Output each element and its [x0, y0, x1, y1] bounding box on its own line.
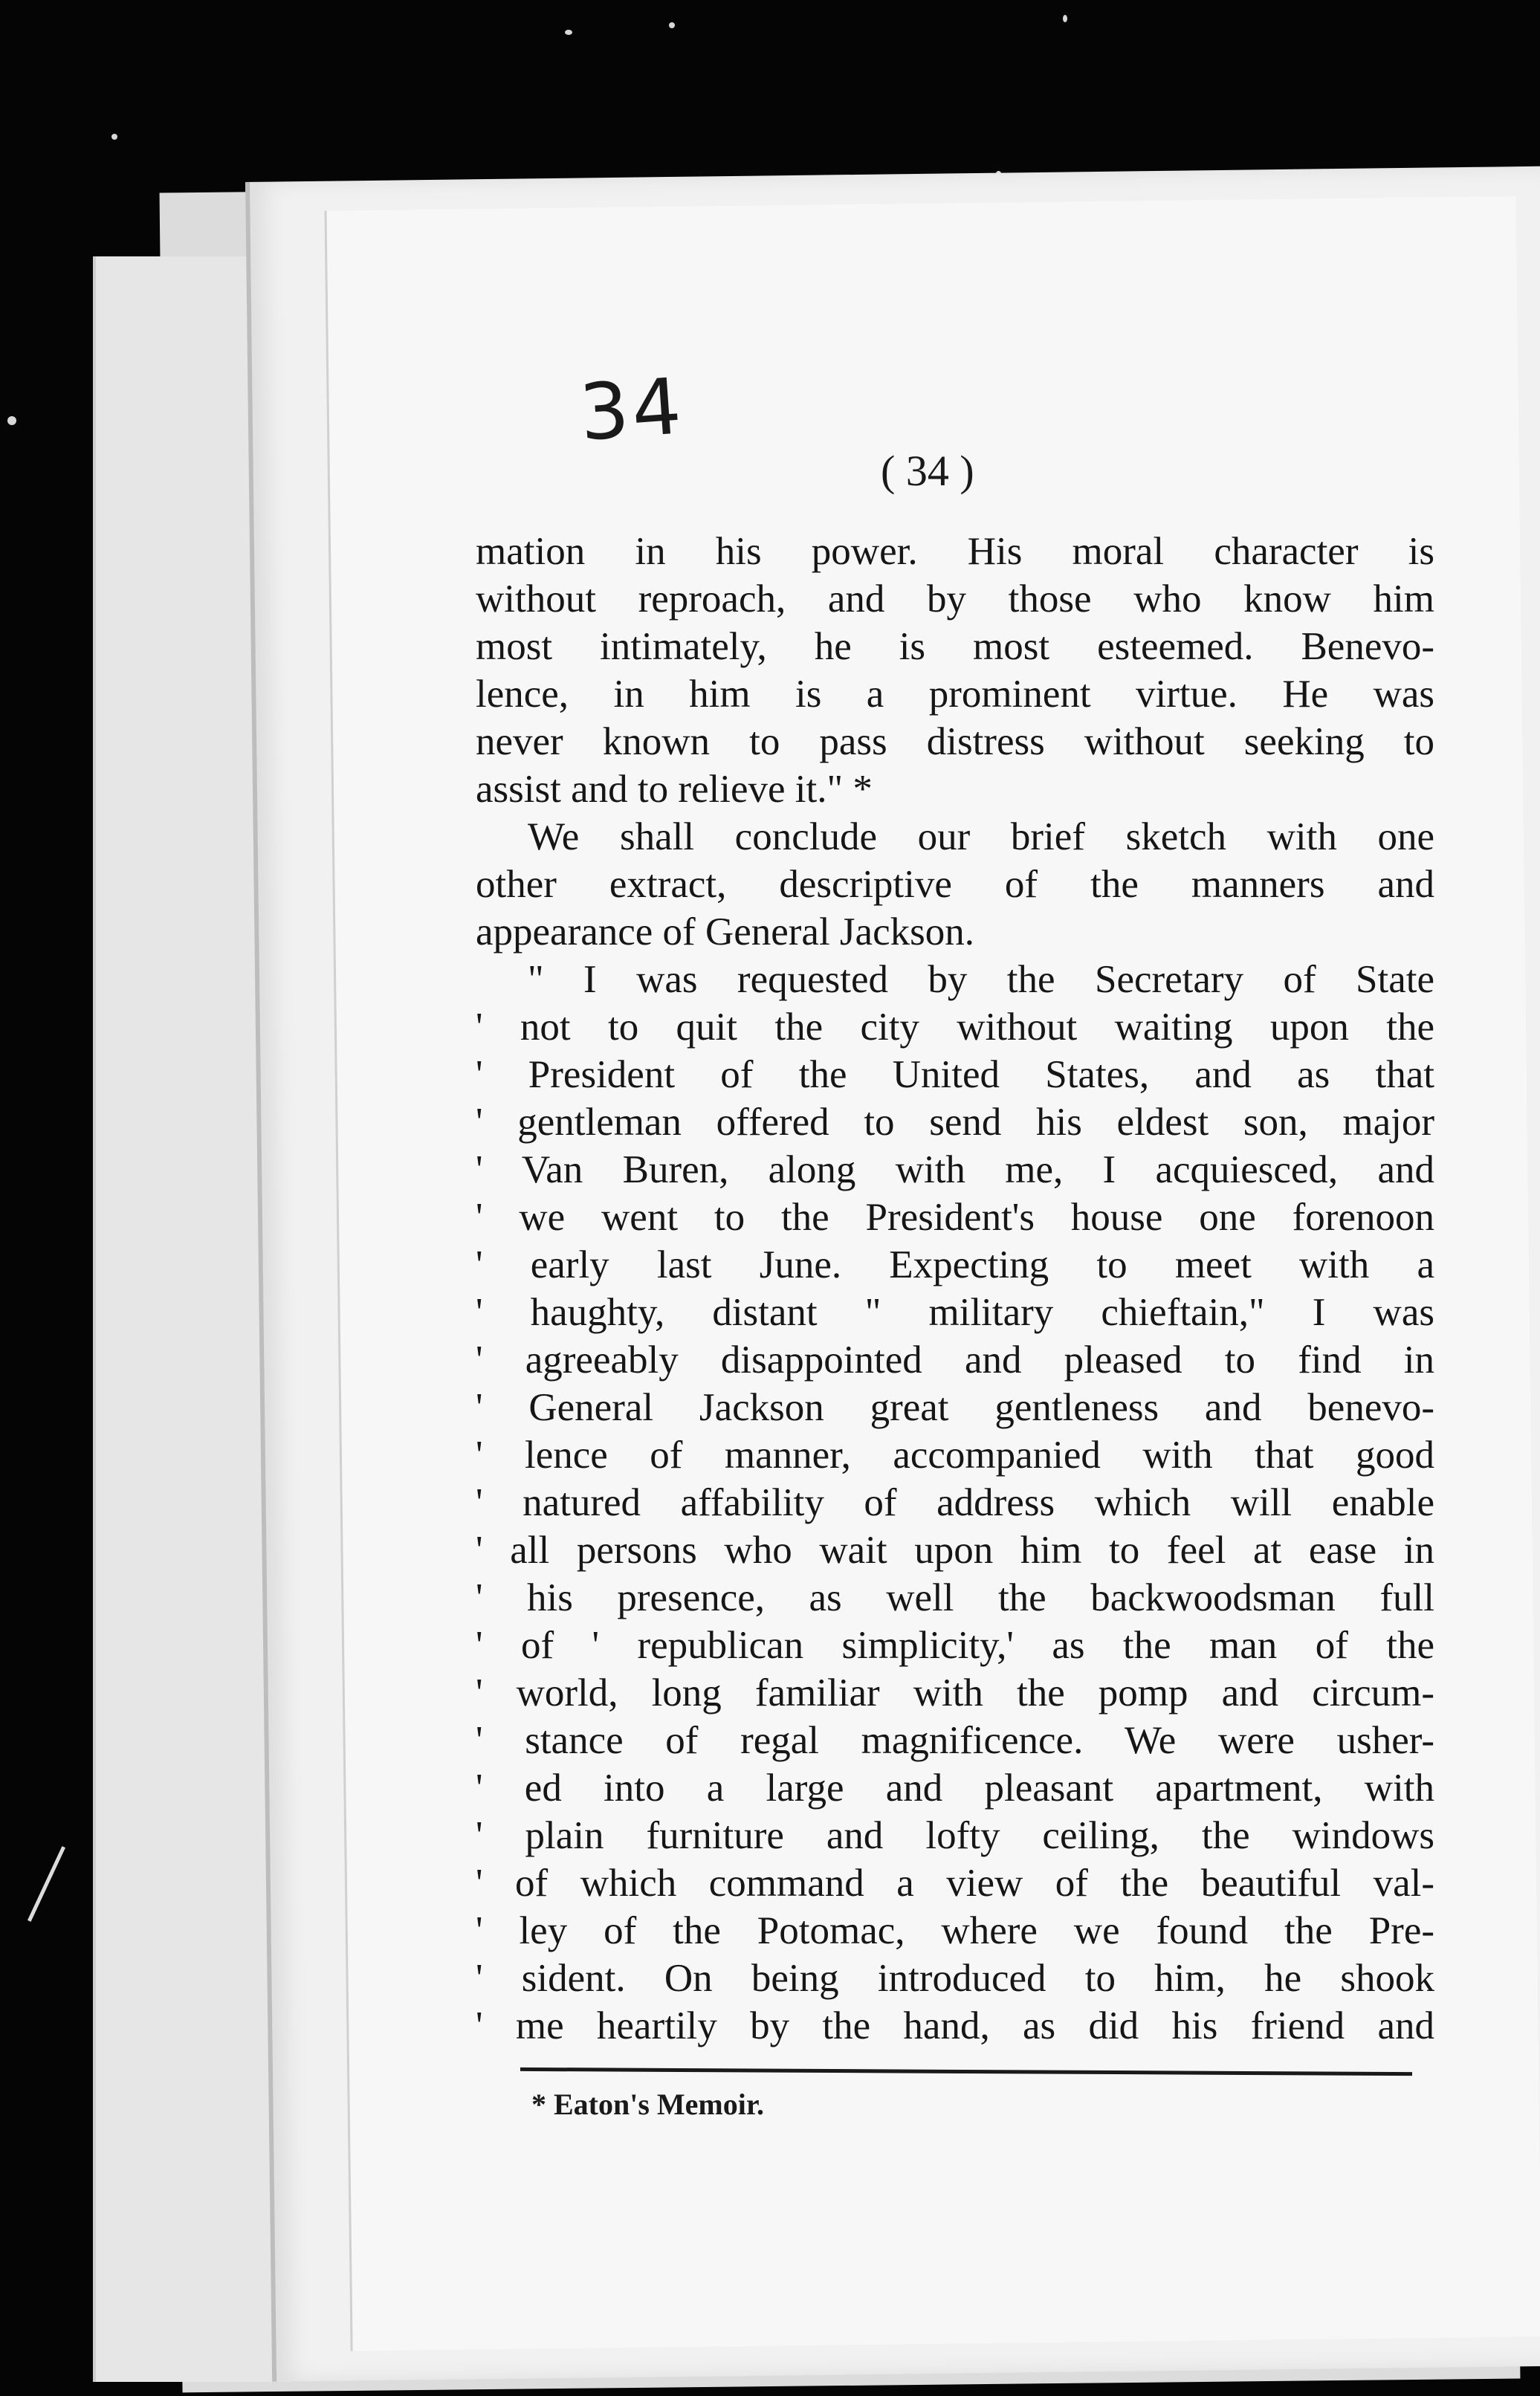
- page-number: ( 34 ): [881, 447, 974, 495]
- text-line: never known to pass distress without seeking to: [476, 720, 1434, 763]
- text-line: ' sident. On being introduced to him, he shook: [476, 1957, 1434, 2000]
- text-line: ' of ' republican simplicity,' as the man of the: [476, 1624, 1434, 1667]
- dust-speck: [1063, 15, 1067, 22]
- scratch-mark: [28, 1846, 65, 1922]
- text-line: ' his presence, as well the backwoodsman full: [476, 1576, 1434, 1619]
- text-line: ' early last June. Expecting to meet with a: [476, 1243, 1434, 1286]
- footnote: * Eaton's Memoir.: [531, 2088, 764, 2121]
- text-line: ' ed into a large and pleasant apartment, with: [476, 1767, 1434, 1810]
- dust-speck: [7, 416, 16, 425]
- text-line: assist and to relieve it." *: [476, 768, 873, 811]
- text-line: ' Van Buren, along with me, I acquiesced, and: [476, 1148, 1434, 1191]
- text-line: without reproach, and by those who know him: [476, 577, 1434, 621]
- text-line: ' stance of regal magnificence. We were usher-: [476, 1719, 1434, 1762]
- text-line: ' agreeably disappointed and pleased to find in: [476, 1338, 1434, 1382]
- text-line: ' all persons who wait upon him to feel at ease in: [476, 1529, 1434, 1572]
- text-line: ' world, long familiar with the pomp and circum-: [476, 1671, 1434, 1715]
- text-line: ' of which command a view of the beautiful val-: [476, 1862, 1434, 1905]
- text-line: other extract, descriptive of the manners and: [476, 863, 1434, 906]
- text-line: ' General Jackson great gentleness and benevo-: [476, 1386, 1434, 1429]
- text-line: ' lence of manner, accompanied with that good: [476, 1434, 1434, 1477]
- text-line: " I was requested by the Secretary of State: [528, 958, 1434, 1001]
- dust-speck: [111, 134, 117, 140]
- text-line: ' ley of the Potomac, where we found the Pre-: [476, 1909, 1434, 1952]
- dust-speck: [565, 30, 572, 35]
- handwritten-page-number: 34: [576, 360, 688, 459]
- text-line: ' haughty, distant " military chieftain," I was: [476, 1291, 1434, 1334]
- text-line: We shall conclude our brief sketch with one: [528, 815, 1434, 858]
- text-line: ' natured affability of address which will enable: [476, 1481, 1434, 1524]
- text-line: lence, in him is a prominent virtue. He was: [476, 673, 1434, 716]
- body-text: [476, 528, 1434, 2050]
- text-line: ' me heartily by the hand, as did his friend and: [476, 2004, 1434, 2047]
- text-line: ' plain furniture and lofty ceiling, the windows: [476, 1814, 1434, 1857]
- text-line: mation in his power. His moral character is: [476, 530, 1434, 573]
- text-line: ' President of the United States, and as that: [476, 1053, 1434, 1096]
- text-line: ' we went to the President's house one forenoon: [476, 1196, 1434, 1239]
- text-line: most intimately, he is most esteemed. Benevo-: [476, 625, 1434, 668]
- text-line: ' gentleman offered to send his eldest son, major: [476, 1101, 1434, 1144]
- text-line: ' not to quit the city without waiting upon the: [476, 1006, 1434, 1049]
- dust-speck: [669, 22, 675, 28]
- text-line: appearance of General Jackson.: [476, 910, 974, 953]
